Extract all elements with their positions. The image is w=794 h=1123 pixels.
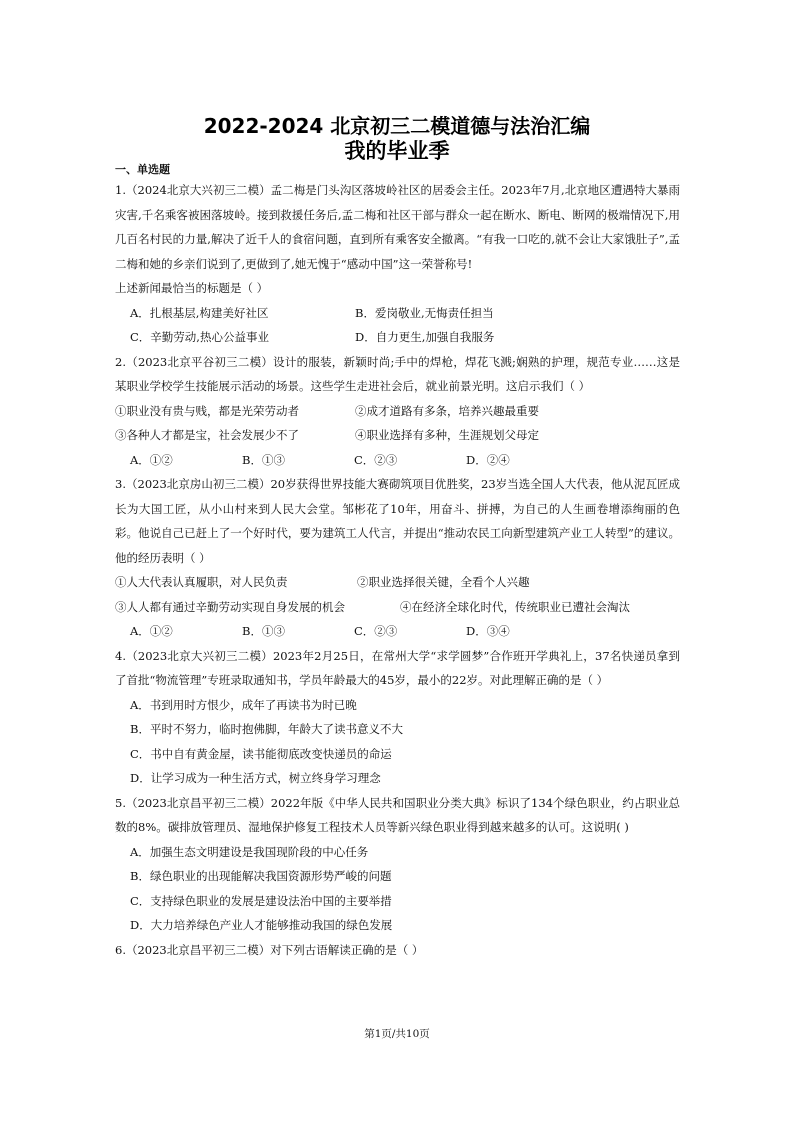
statement-2: ②职业选择很关键，全看个人兴趣	[357, 575, 530, 589]
question-1-ask: 上述新闻最恰当的标题是（ ）	[115, 281, 269, 295]
option-a: A．书到用时方恨少，成年了再读书为时已晚	[130, 697, 357, 712]
statement-4: ④职业选择有多种，生涯规划父母定	[355, 428, 539, 442]
option-c: C．②③	[354, 624, 398, 638]
option-b: B．平时不努力，临时抱佛脚，年龄大了读书意义不大	[130, 722, 403, 736]
statement-1: ①人大代表认真履职，对人民负责	[115, 575, 288, 589]
option-a: A．扎根基层,构建美好社区	[130, 305, 269, 320]
option-d: D．让学习成为一种生活方式，树立终身学习理念	[130, 771, 381, 785]
question-3-statements-row-2	[115, 595, 680, 620]
question-5-text: 5.（2023北京昌平初三二模）2022年版《中华人民共和国职业分类大典》标识了134个绿色职业，约占职业总数的8%。碳排放管理员、湿地保护修复工程技术人员等新兴绿色职业得到越来越多的认可。这说明( )	[115, 795, 680, 834]
statement-3: ③各种人才都是宝，社会发展少不了	[115, 428, 299, 442]
option-c: C．辛勤劳动,热心公益事业	[130, 330, 269, 344]
question-1-options-row-2	[115, 325, 680, 350]
statement-1: ①职业没有贵与贱，都是光荣劳动者	[115, 403, 299, 418]
statement-4: ④在经济全球化时代，传统职业已遭社会淘汰	[400, 599, 630, 614]
option-b: B．绿色职业的出现能解决我国资源形势严峻的问题	[130, 869, 392, 883]
question-1-text: 1.（2024北京大兴初三二模）孟二梅是门头沟区落坡岭社区的居委会主任。2023年7月,北京地区遭遇特大暴雨灾害,千名乘客被困落坡岭。接到救援任务后,孟二梅和社区干部与群众一起在断水、断电、断网的极端情况下,用几百名村民的力量,解决了近千人的食宿问题，直到所有乘客安全撤离。“有我一口吃的,就不会让大家饿肚子”,孟二梅和她的乡亲们说到了,更做到了,她无愧于“感动中国”这一荣誉称号!	[115, 183, 680, 271]
section-heading: 一、单选题	[115, 163, 170, 176]
option-c: C．②③	[354, 452, 398, 467]
document-title: 2022-2024 北京初三二模道德与法治汇编	[203, 114, 591, 138]
option-c: C．书中自有黄金屋，读书能彻底改变快递员的命运	[130, 746, 392, 761]
question-2-statements-row-1	[115, 399, 680, 424]
question-2-statements-row-2	[115, 423, 680, 448]
question-2-options	[115, 448, 680, 473]
option-a: A．①②	[130, 452, 173, 467]
question-4-text: 4.（2023北京大兴初三二模）2023年2月25日，在常州大学“求学圆梦”合作班开学典礼上，37名快递员拿到了首批“物流管理”专班录取通知书，学员年龄最大的45岁，最小的22岁。对此理解正确的是（ ）	[115, 648, 680, 687]
option-b: B．①③	[242, 624, 285, 638]
statement-2: ②成才道路有多条，培养兴趣最重要	[355, 403, 539, 418]
question-3-statements-row-1	[115, 570, 680, 595]
question-list	[115, 162, 680, 962]
option-a: A．加强生态文明建设是我国现阶段的中心任务	[130, 844, 369, 859]
question-3-options	[115, 619, 680, 644]
question-3-text: 3.（2023北京房山初三二模）20岁获得世界技能大赛砌筑项目优胜奖，23岁当选全国人大代表，他从泥瓦匠成长为大国工匠，从小山村来到人民大会堂。邹彬花了10年，用奋斗、拼搏，为自己的人生画卷增添绚丽的色彩。他说自己已赶上了一个好时代，要为建筑工人代言，并提出“推动农民工向新型建筑产业工人转型”的建议。他的经历表明（ ）	[115, 477, 680, 565]
option-d: D．③④	[466, 624, 510, 638]
statement-3: ③人人都有通过辛勤劳动实现自身发展的机会	[115, 599, 345, 614]
option-d: D．②④	[466, 452, 510, 467]
question-6-text: 6.（2023北京昌平初三二模）对下列古语解读正确的是（ ）	[115, 942, 424, 957]
document-subtitle: 我的毕业季	[344, 139, 450, 163]
option-a: A．①②	[130, 624, 173, 638]
page-footer: 第1页/共10页	[364, 1028, 430, 1040]
question-1-options-row-1	[115, 301, 680, 326]
option-b: B．爱岗敬业,无悔责任担当	[355, 305, 494, 320]
option-d: D．大力培养绿色产业人才能够推动我国的绿色发展	[130, 918, 393, 932]
option-c: C．支持绿色职业的发展是建设法治中国的主要举措	[130, 893, 392, 908]
option-b: B．①③	[242, 452, 285, 467]
option-d: D．自力更生,加强自我服务	[355, 330, 495, 344]
question-2-text: 2.（2023北京平谷初三二模）设计的服装，新颖时尚;手中的焊枪，焊花飞溅;娴熟的护理，规范专业……这是某职业学校学生技能展示活动的场景。这些学生走进社会后，就业前景光明。这启示我们（ ）	[115, 354, 680, 393]
